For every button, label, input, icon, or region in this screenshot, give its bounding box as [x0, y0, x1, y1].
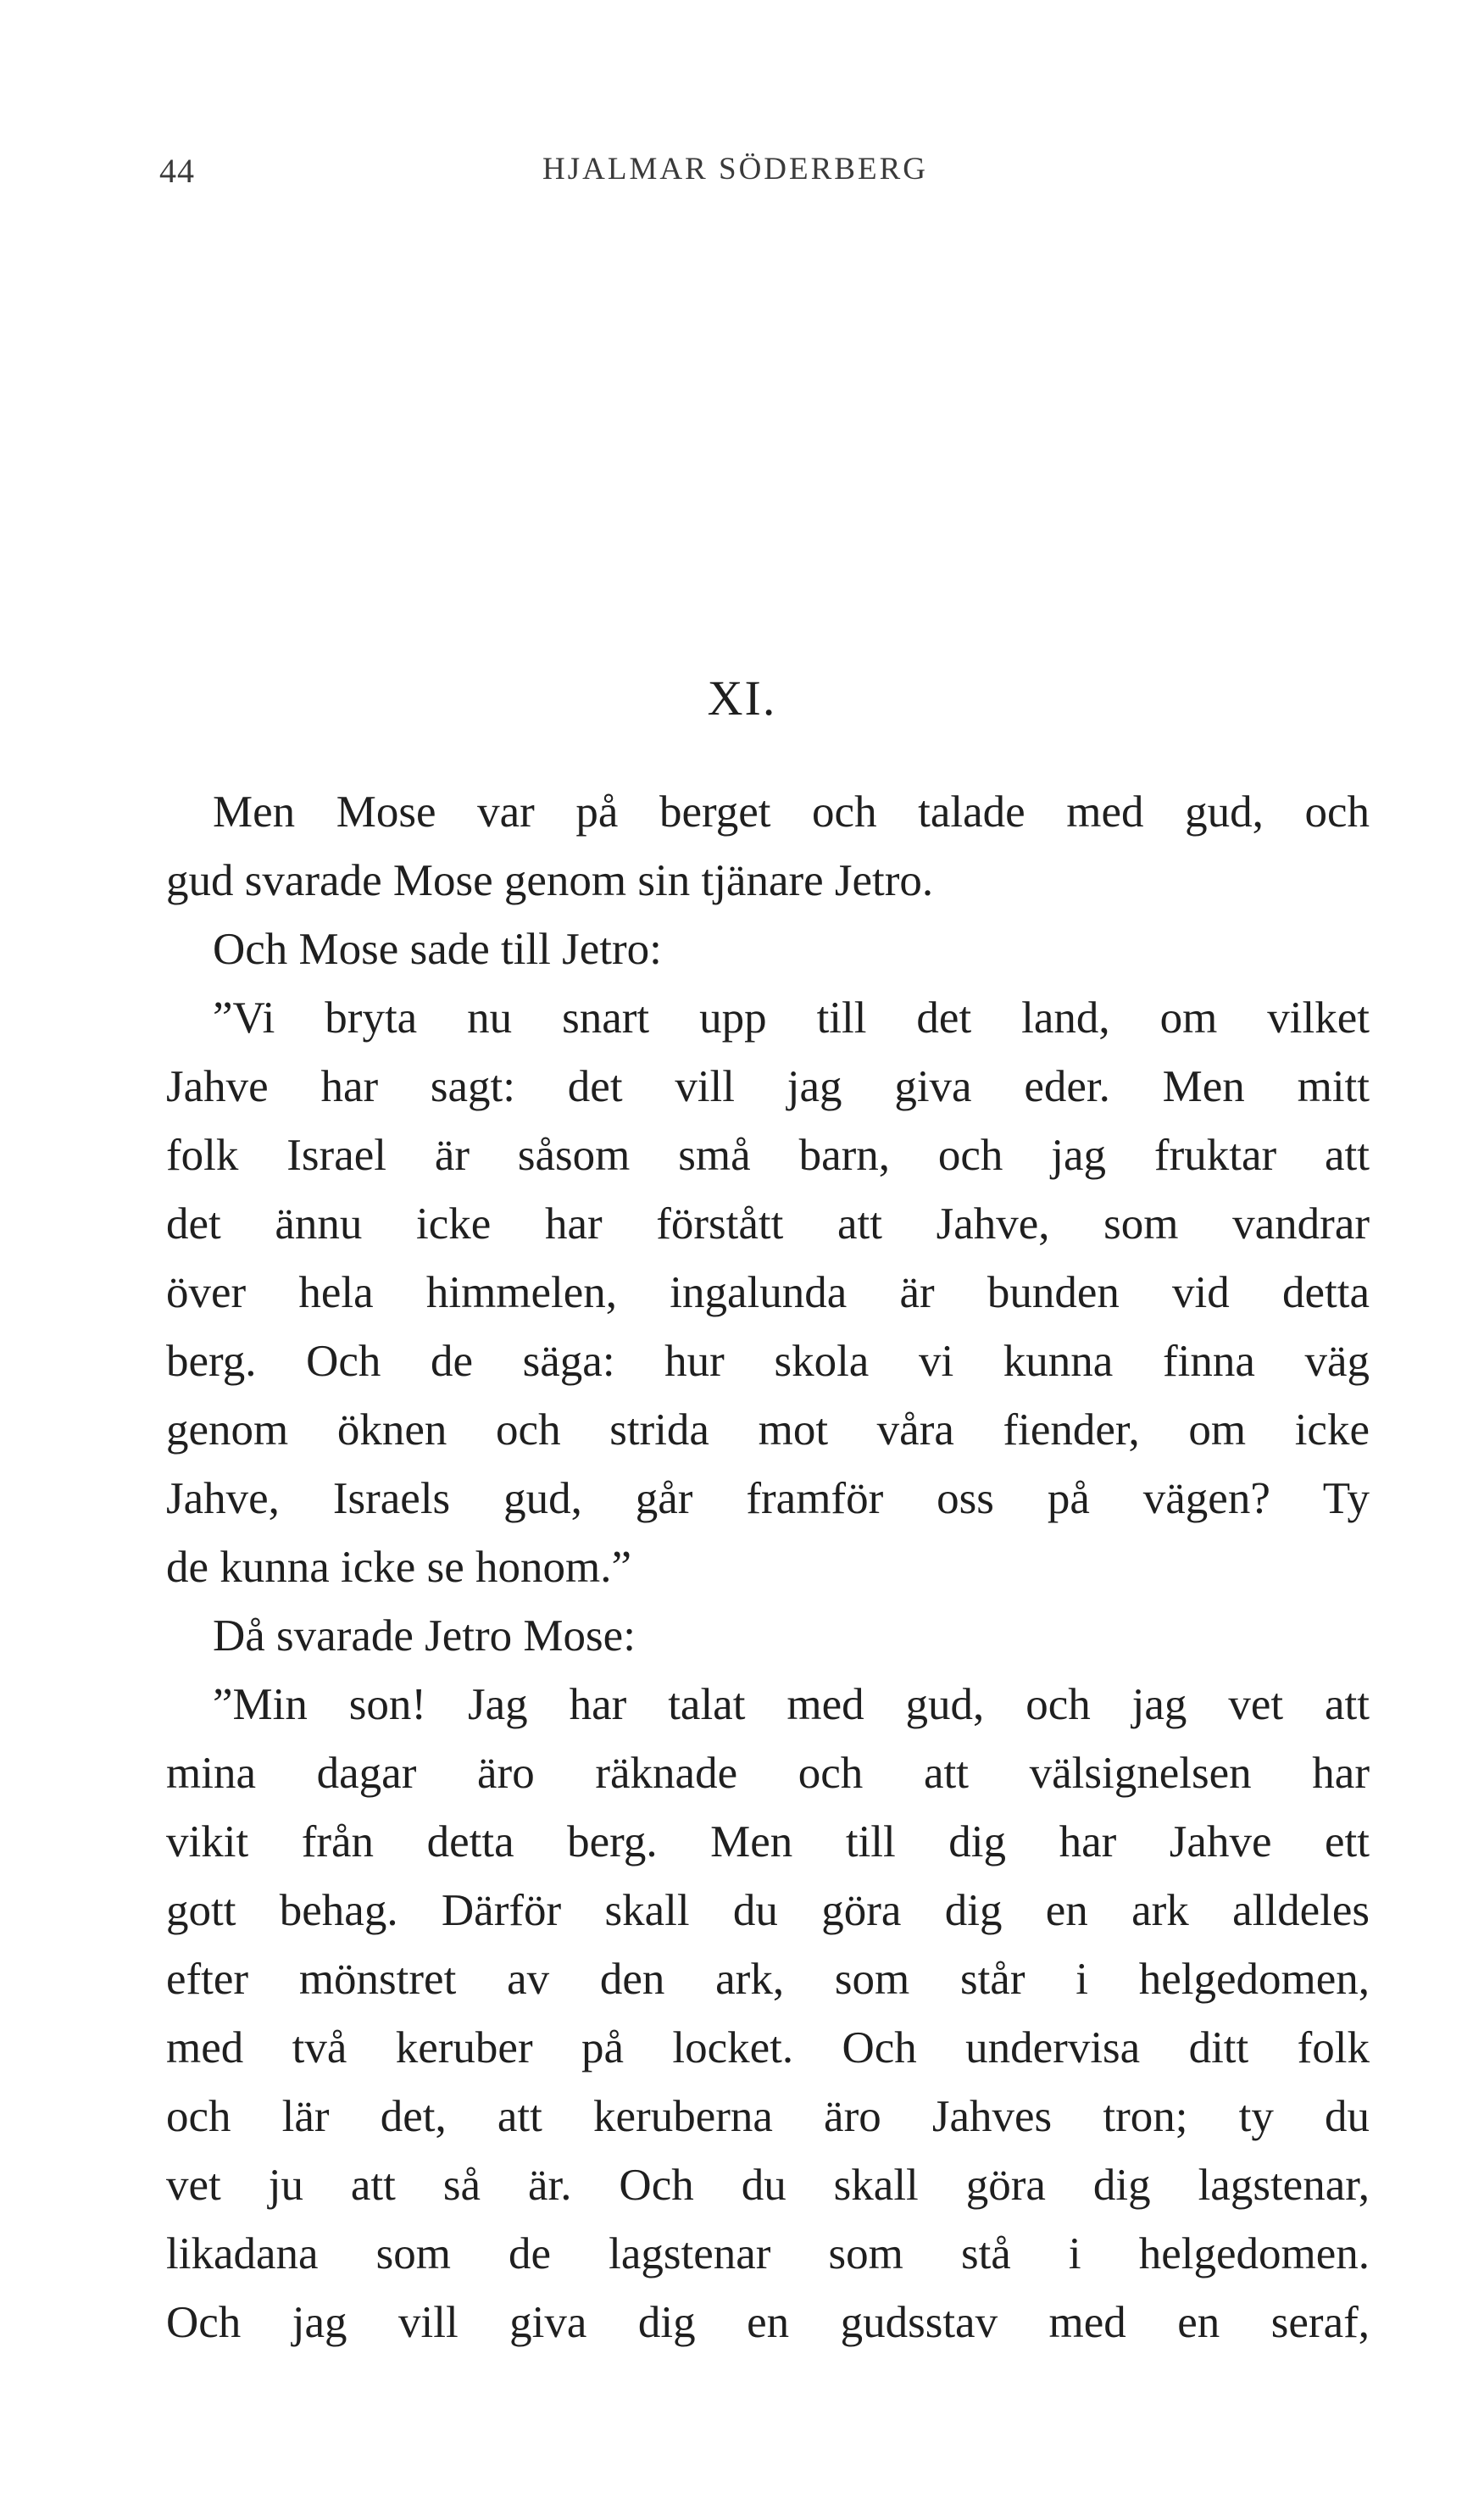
text-line: vet ju att så är. Och du skall göra dig lagstenar, — [166, 2161, 1370, 2210]
text-line: mina dagar äro räknade och att välsignelsen har — [166, 1749, 1370, 1798]
text-line: de kunna icke se honom.” — [166, 1543, 631, 1592]
text-line: Och jag vill giva dig en gudsstav med en seraf, — [166, 2298, 1370, 2347]
chapter-heading: XI. — [707, 670, 777, 726]
body-text — [166, 778, 1370, 2357]
running-head — [0, 151, 1484, 202]
text-line: folk Israel är såsom små barn, och jag fruktar att — [166, 1131, 1370, 1180]
book-author: HJALMAR SÖDERBERG — [542, 152, 928, 186]
text-line: Och Mose sade till Jetro: — [213, 925, 662, 974]
text-line: Då svarade Jetro Mose: — [213, 1611, 636, 1661]
text-line: över hela himmelen, ingalunda är bunden vid detta — [166, 1268, 1370, 1317]
text-line: vikit från detta berg. Men till dig har Jahve ett — [166, 1817, 1370, 1867]
text-line: berg. Och de säga: hur skola vi kunna finna väg — [166, 1337, 1370, 1386]
text-line: Jahve har sagt: det vill jag giva eder. Men mitt — [166, 1062, 1370, 1111]
page-number: 44 — [159, 152, 195, 190]
text-line: genom öknen och strida mot våra fiender, om icke — [166, 1405, 1370, 1455]
text-line: Men Mose var på berget och talade med gud, och — [213, 787, 1370, 837]
text-line: och lär det, att keruberna äro Jahves tron; ty du — [166, 2092, 1370, 2141]
text-line: likadana som de lagstenar som stå i helgedomen. — [166, 2229, 1370, 2278]
text-line: ”Min son! Jag har talat med gud, och jag vet att — [213, 1680, 1370, 1729]
text-line: gott behag. Därför skall du göra dig en ark alldeles — [166, 1886, 1370, 1935]
text-line: det ännu icke har förstått att Jahve, som vandrar — [166, 1199, 1370, 1249]
text-line: Jahve, Israels gud, går framför oss på vägen? Ty — [166, 1474, 1370, 1523]
text-line: med två keruber på locket. Och undervisa ditt folk — [166, 2023, 1370, 2072]
text-line: ”Vi bryta nu snart upp till det land, om vilket — [213, 993, 1370, 1043]
text-line: gud svarade Mose genom sin tjänare Jetro. — [166, 856, 934, 905]
text-line: efter mönstret av den ark, som står i helgedomen, — [166, 1955, 1370, 2004]
